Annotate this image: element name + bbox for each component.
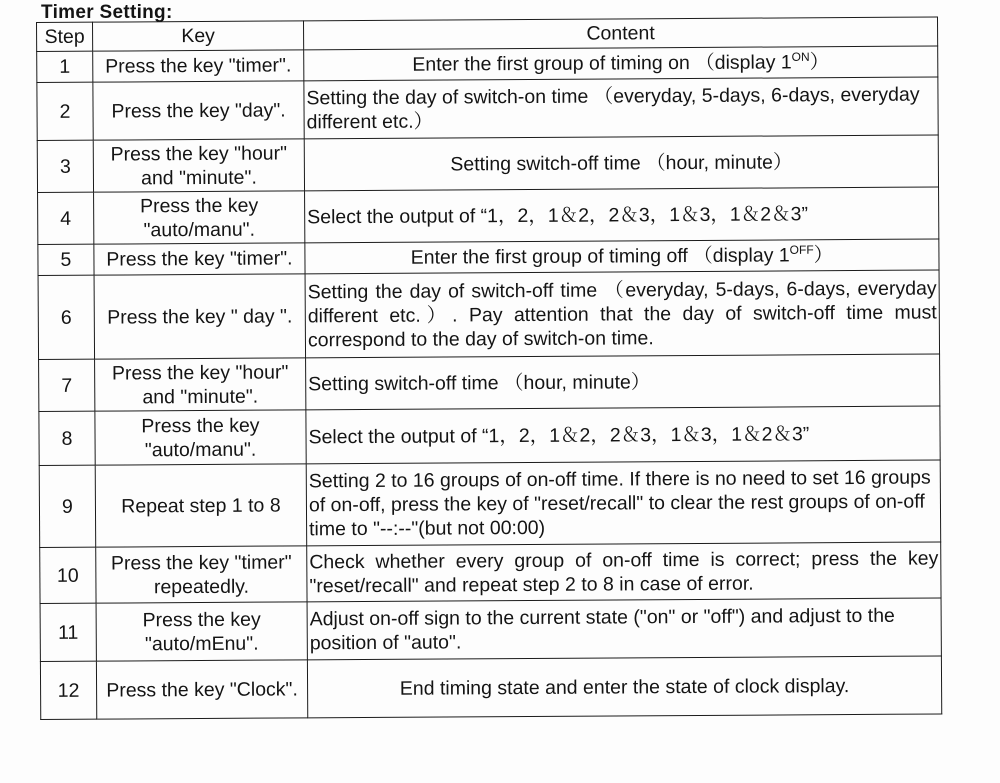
- content-cell: Setting the day of switch-off time （everyday, 5-days, 6-days, everyday different etc.）. Pay attention that the day of switch-off time must correspond to the day of switch-on time.: [305, 270, 940, 358]
- table-row: [40, 656, 941, 720]
- key-cell: Press the key "hour" and "minute".: [93, 139, 304, 192]
- header-content: Content: [303, 17, 937, 50]
- step-cell: 7: [39, 359, 95, 411]
- content-cell: Setting switch-off time （hour, minute）: [304, 135, 938, 191]
- timer-setting-table: [36, 16, 942, 719]
- content-superscript: ON: [791, 49, 810, 64]
- step-cell: 9: [39, 465, 95, 547]
- step-cell: 11: [40, 603, 96, 661]
- content-text: Enter the first group of timing on （display 1: [412, 51, 792, 76]
- step-cell: 10: [40, 547, 96, 603]
- key-cell: Press the key "hour" and "minute".: [95, 358, 306, 411]
- step-cell: 12: [40, 661, 96, 719]
- table-row: [40, 542, 941, 604]
- step-cell: 3: [37, 140, 93, 192]
- step-cell: 2: [37, 82, 93, 140]
- step-cell: 6: [38, 275, 95, 359]
- header-step: Step: [37, 22, 93, 51]
- key-cell: Press the key "auto/mEnu".: [96, 602, 307, 661]
- step-cell: 8: [39, 411, 95, 465]
- page-title: Timer Setting:: [41, 2, 173, 23]
- content-cell: Select the output of “1，2，1＆2，2＆3，1＆3，1＆2＆3”: [305, 187, 939, 243]
- content-cell: [305, 239, 939, 274]
- table-row: [38, 187, 939, 245]
- key-cell: Press the key "Clock".: [96, 660, 307, 719]
- content-cell: [304, 46, 938, 81]
- content-text: Enter the first group of timing off （display 1: [410, 244, 790, 269]
- content-cell: Adjust on-off sign to the current state ("on" or "off") and adjust to the position of "auto".: [307, 598, 941, 660]
- table-row: [39, 460, 940, 548]
- content-cell: Setting switch-off time （hour, minute）: [306, 354, 940, 410]
- key-cell: Press the key "timer" repeatedly.: [96, 546, 307, 603]
- step-cell: 4: [38, 192, 94, 244]
- table-row: [38, 270, 939, 360]
- step-cell: 1: [37, 51, 93, 82]
- key-cell: Press the key "timer".: [93, 50, 304, 82]
- content-cell: Setting 2 to 16 groups of on-off time. If there is no need to set 16 groups of on-off, press the key of "reset/recall" to clear the rest groups of on-off time to "--:--"(but not 00:00): [306, 460, 940, 546]
- key-cell: Press the key "timer".: [94, 243, 305, 275]
- key-cell: Press the key " day ".: [94, 274, 306, 359]
- content-text-end: ）: [809, 51, 830, 74]
- table-row: [40, 598, 941, 662]
- content-cell: End timing state and enter the state of clock display.: [307, 656, 941, 718]
- header-key: Key: [93, 21, 304, 51]
- step-cell: 5: [38, 244, 94, 275]
- content-cell: Select the output of “1，2，1＆2，2＆3，1＆3，1＆2＆3”: [306, 406, 940, 464]
- key-cell: Repeat step 1 to 8: [95, 464, 306, 547]
- table-row: [37, 77, 938, 141]
- key-cell: Press the key "auto/manu".: [95, 410, 306, 465]
- key-cell: Press the key "auto/manu".: [94, 191, 305, 244]
- content-cell: Setting the day of switch-on time （everyday, 5-days, 6-days, everyday different etc.）: [304, 77, 938, 139]
- key-cell: Press the key "day".: [93, 81, 304, 140]
- table-row: [39, 406, 940, 466]
- content-cell: Check whether every group of on-off time is correct; press the key "reset/recall" and repeat step 2 to 8 in case of error.: [307, 542, 941, 602]
- content-superscript: OFF: [789, 242, 814, 257]
- table-row: [39, 354, 940, 412]
- table-row: [37, 135, 938, 193]
- content-text-end: ）: [813, 244, 834, 267]
